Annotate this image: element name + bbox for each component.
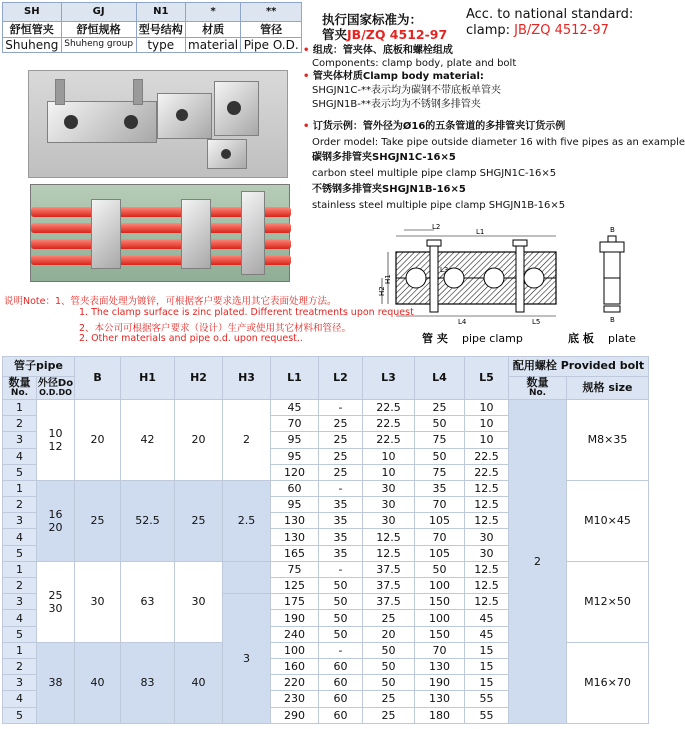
code-en: type xyxy=(136,38,185,53)
cell-l1: 100 xyxy=(271,642,319,658)
cell-l4: 190 xyxy=(415,675,465,691)
cell-l1: 190 xyxy=(271,610,319,626)
cell-l5: 45 xyxy=(465,610,509,626)
cell-l4: 150 xyxy=(415,626,465,642)
cell-l4: 70 xyxy=(415,497,465,513)
cell-l5: 12.5 xyxy=(465,561,509,577)
cell-l5: 10 xyxy=(465,416,509,432)
clamp-product-photo xyxy=(28,70,288,178)
dimension-table xyxy=(2,356,649,724)
cell-qty: 1 xyxy=(3,399,37,415)
cell-bolt-size: M10×45 xyxy=(567,480,649,561)
cell-l1: 130 xyxy=(271,513,319,529)
cell-l3: 50 xyxy=(363,658,415,674)
code-zh: 舒恒规格 xyxy=(61,22,136,38)
cell-l1: 75 xyxy=(271,561,319,577)
clamp-drawing xyxy=(378,222,650,348)
cell-qty: 1 xyxy=(3,561,37,577)
cell-l4: 180 xyxy=(415,707,465,723)
code-header: SH xyxy=(3,3,62,22)
material-zh: • 管夹体材质Clamp body material: xyxy=(303,71,484,82)
cell-qty: 4 xyxy=(3,448,37,464)
stainless-en: stainless steel multiple pipe clamp SHGJN1B-16×5 xyxy=(312,200,566,211)
cell-l3: 22.5 xyxy=(363,399,415,415)
cell-l5: 15 xyxy=(465,642,509,658)
cell-l5: 30 xyxy=(465,529,509,545)
cell-l3: 25 xyxy=(363,707,415,723)
pipe-clamp-en: pipe clamp xyxy=(462,332,523,345)
cell-l4: 50 xyxy=(415,561,465,577)
cell-l4: 150 xyxy=(415,594,465,610)
cell-l5: 12.5 xyxy=(465,594,509,610)
standard-en-code: JB/ZQ 4512-97 xyxy=(514,23,609,38)
cell-b: 40 xyxy=(75,642,121,723)
header-bolt-size: 规格 size xyxy=(567,377,649,400)
cell-l5: 22.5 xyxy=(465,448,509,464)
cell-l1: 240 xyxy=(271,626,319,642)
cell-l2: - xyxy=(319,561,363,577)
cell-l1: 120 xyxy=(271,464,319,480)
code-zh: 材质 xyxy=(185,22,241,38)
dim-b-top: B xyxy=(610,226,615,234)
cell-l2: 50 xyxy=(319,594,363,610)
cell-l2: 60 xyxy=(319,658,363,674)
cell-h3: 3 xyxy=(223,594,271,724)
code-en: Shuheng xyxy=(3,38,62,53)
cell-l2: 60 xyxy=(319,691,363,707)
cell-h1: 83 xyxy=(121,642,175,723)
cell-l5: 15 xyxy=(465,675,509,691)
code-table xyxy=(2,2,302,53)
cell-l5: 22.5 xyxy=(465,464,509,480)
cell-qty: 3 xyxy=(3,432,37,448)
cell-l2: 25 xyxy=(319,464,363,480)
code-en: Shuheng group xyxy=(61,38,136,53)
code-en: Pipe O.D. xyxy=(241,38,302,53)
cell-bolt-size: M16×70 xyxy=(567,642,649,723)
cell-l2: - xyxy=(319,399,363,415)
cell-l2: 50 xyxy=(319,626,363,642)
cell-l1: 45 xyxy=(271,399,319,415)
cell-qty: 2 xyxy=(3,658,37,674)
cell-l2: 35 xyxy=(319,497,363,513)
cell-l1: 60 xyxy=(271,480,319,496)
cell-b: 30 xyxy=(75,561,121,642)
cell-qty: 2 xyxy=(3,497,37,513)
cell-l1: 290 xyxy=(271,707,319,723)
code-zh: 管径 xyxy=(241,22,302,38)
code-zh: 舒恒管夹 xyxy=(3,22,62,38)
cell-h1: 63 xyxy=(121,561,175,642)
cell-l3: 37.5 xyxy=(363,578,415,594)
cell-l4: 105 xyxy=(415,513,465,529)
cell-l3: 25 xyxy=(363,691,415,707)
dim-h2: H2 xyxy=(378,286,386,296)
cell-l4: 50 xyxy=(415,416,465,432)
cell-l3: 30 xyxy=(363,480,415,496)
cell-h1: 52.5 xyxy=(121,480,175,561)
cell-b: 25 xyxy=(75,480,121,561)
cell-qty: 3 xyxy=(3,513,37,529)
cell-l2: 25 xyxy=(319,416,363,432)
plate-en: plate xyxy=(608,332,636,345)
header-bolt-qty: 数量 No. xyxy=(509,377,567,400)
carbon-zh: 碳钢多排管夹SHGJN1C-16×5 xyxy=(312,152,456,163)
cell-l4: 25 xyxy=(415,399,465,415)
cell-l5: 30 xyxy=(465,545,509,561)
cell-l3: 10 xyxy=(363,464,415,480)
cell-qty: 3 xyxy=(3,675,37,691)
cell-l2: 35 xyxy=(319,545,363,561)
cell-h2: 30 xyxy=(175,561,223,642)
cell-l4: 75 xyxy=(415,464,465,480)
standard-en-line2 xyxy=(466,23,609,38)
cell-l1: 230 xyxy=(271,691,319,707)
note-line-4: 2. Other materials and pipe o.d. upon request.. xyxy=(79,333,303,344)
cell-od: 16 20 xyxy=(37,480,75,561)
header-h3: H3 xyxy=(223,357,271,400)
header-qty: 数量 No. xyxy=(3,377,37,400)
header-od: 外径Do O.D.DO xyxy=(37,377,75,400)
header-b: B xyxy=(75,357,121,400)
cell-od: 10 12 xyxy=(37,399,75,480)
cell-l5: 45 xyxy=(465,626,509,642)
cell-l1: 70 xyxy=(271,416,319,432)
plate-zh: 底 板 xyxy=(568,332,594,345)
standard-zh-title: 执行国家标准为： xyxy=(322,12,423,27)
cell-l1: 160 xyxy=(271,658,319,674)
cell-l4: 70 xyxy=(415,642,465,658)
cell-l4: 75 xyxy=(415,432,465,448)
dim-h1: H1 xyxy=(384,274,392,284)
cell-qty: 3 xyxy=(3,594,37,610)
cell-h2: 25 xyxy=(175,480,223,561)
cell-l5: 12.5 xyxy=(465,578,509,594)
dim-l4: L4 xyxy=(458,318,467,326)
cell-h3: 2 xyxy=(223,399,271,480)
code-zh: 型号结构 xyxy=(136,22,185,38)
carbon-en: carbon steel multiple pipe clamp SHGJN1C-16×5 xyxy=(312,168,557,179)
cell-l3: 50 xyxy=(363,675,415,691)
cell-l1: 220 xyxy=(271,675,319,691)
cell-l2: 60 xyxy=(319,675,363,691)
cell-l2: 35 xyxy=(319,529,363,545)
cell-l5: 10 xyxy=(465,432,509,448)
cell-l5: 12.5 xyxy=(465,497,509,513)
stainless-zh: 不锈钢多排管夹SHGJN1B-16×5 xyxy=(312,184,466,195)
header-l5: L5 xyxy=(465,357,509,400)
cell-bolt-qty: 2 xyxy=(509,399,567,723)
cell-l5: 12.5 xyxy=(465,513,509,529)
cell-l4: 100 xyxy=(415,578,465,594)
cell-l3: 12.5 xyxy=(363,529,415,545)
cell-qty: 4 xyxy=(3,529,37,545)
cell-l4: 70 xyxy=(415,529,465,545)
cell-l4: 100 xyxy=(415,610,465,626)
cell-l2: 35 xyxy=(319,513,363,529)
cell-qty: 4 xyxy=(3,610,37,626)
composition-en: Components: clamp body, plate and bolt xyxy=(312,58,517,69)
cell-l3: 10 xyxy=(363,448,415,464)
code-header: * xyxy=(185,3,241,22)
header-l4: L4 xyxy=(415,357,465,400)
cell-l1: 95 xyxy=(271,448,319,464)
cell-l2: 25 xyxy=(319,432,363,448)
cell-l1: 165 xyxy=(271,545,319,561)
code-header: ** xyxy=(241,3,302,22)
cell-l4: 105 xyxy=(415,545,465,561)
note-line-2: 1. The clamp surface is zinc plated. Different treatments upon request xyxy=(79,307,414,318)
cell-l3: 30 xyxy=(363,513,415,529)
cell-l2: 50 xyxy=(319,610,363,626)
cell-qty: 2 xyxy=(3,416,37,432)
cell-b: 20 xyxy=(75,399,121,480)
cell-l5: 10 xyxy=(465,399,509,415)
cell-l4: 50 xyxy=(415,448,465,464)
pipe-clamp-zh: 管 夹 xyxy=(422,332,448,345)
code-header: GJ xyxy=(61,3,136,22)
cell-l2: 25 xyxy=(319,448,363,464)
material-c: SHGJN1C-**表示均为碳钢不带底板单管夹 xyxy=(312,85,501,96)
standard-en-prefix: clamp: xyxy=(466,23,511,38)
cell-l1: 125 xyxy=(271,578,319,594)
cell-l5: 55 xyxy=(465,707,509,723)
dim-l1: L1 xyxy=(476,228,485,236)
cell-od: 25 30 xyxy=(37,561,75,642)
cell-l3: 50 xyxy=(363,642,415,658)
header-pipe: 管子pipe xyxy=(3,357,75,377)
header-bolt: 配用螺栓 Provided bolt xyxy=(509,357,649,377)
dim-b-bottom: B xyxy=(610,316,615,324)
cell-qty: 5 xyxy=(3,464,37,480)
code-en: material xyxy=(185,38,241,53)
cell-qty: 5 xyxy=(3,545,37,561)
cell-l2: 50 xyxy=(319,578,363,594)
cell-l3: 30 xyxy=(363,497,415,513)
header-l1: L1 xyxy=(271,357,319,400)
cell-l5: 55 xyxy=(465,691,509,707)
cell-l3: 22.5 xyxy=(363,416,415,432)
cell-qty: 5 xyxy=(3,626,37,642)
cell-l3: 37.5 xyxy=(363,561,415,577)
dim-l2: L2 xyxy=(432,223,441,231)
header-h1: H1 xyxy=(121,357,175,400)
standard-zh-code xyxy=(322,25,447,43)
standard-en-line1: Acc. to national standard: xyxy=(466,7,634,22)
cell-h3: 2.5 xyxy=(223,480,271,561)
cell-h1: 42 xyxy=(121,399,175,480)
cell-l3: 37.5 xyxy=(363,594,415,610)
cell-l4: 130 xyxy=(415,691,465,707)
cell-qty: 1 xyxy=(3,642,37,658)
cell-l2: - xyxy=(319,642,363,658)
cell-h2: 40 xyxy=(175,642,223,723)
cell-l4: 35 xyxy=(415,480,465,496)
installation-photo xyxy=(30,184,290,282)
header-l3: L3 xyxy=(363,357,415,400)
cell-qty: 4 xyxy=(3,691,37,707)
order-zh: • 订货示例：管外径为Ø16的五条管道的多排管夹订货示例 xyxy=(303,121,566,132)
cell-od: 38 xyxy=(37,642,75,723)
note-line-1: 说明Note：1、管夹表面处理为镀锌，可根据客户要求选用其它表面处理方法。 xyxy=(4,296,337,307)
standard-zh-prefix: 管夹 xyxy=(322,27,348,42)
header-h2: H2 xyxy=(175,357,223,400)
cell-l1: 175 xyxy=(271,594,319,610)
cell-l3: 25 xyxy=(363,610,415,626)
cell-bolt-size: M8×35 xyxy=(567,399,649,480)
composition-zh: • 组成：管夹体、底板和螺栓组成 xyxy=(303,45,453,56)
cell-l3: 20 xyxy=(363,626,415,642)
cell-h2: 20 xyxy=(175,399,223,480)
cell-l2: 60 xyxy=(319,707,363,723)
note-line-3: 2、本公司可根据客户要求（设计）生产或使用其它材料和管径。 xyxy=(79,323,352,334)
order-en: Order model: Take pipe outside diameter 16 with five pipes as an example xyxy=(312,137,685,148)
cell-qty: 1 xyxy=(3,480,37,496)
cell-l1: 95 xyxy=(271,497,319,513)
cell-qty: 5 xyxy=(3,707,37,723)
cell-l4: 130 xyxy=(415,658,465,674)
cell-l3: 22.5 xyxy=(363,432,415,448)
standard-code: JB/ZQ 4512-97 xyxy=(347,27,448,42)
cell-qty: 2 xyxy=(3,578,37,594)
header-l2: L2 xyxy=(319,357,363,400)
material-b: SHGJN1B-**表示均为不锈钢多排管夹 xyxy=(312,99,481,110)
cell-h3 xyxy=(223,561,271,593)
dim-l3: L3 xyxy=(440,266,449,274)
code-header: N1 xyxy=(136,3,185,22)
cell-l5: 12.5 xyxy=(465,480,509,496)
cell-l2: - xyxy=(319,480,363,496)
dim-l5: L5 xyxy=(532,318,541,326)
cell-l1: 95 xyxy=(271,432,319,448)
cell-l3: 12.5 xyxy=(363,545,415,561)
cell-l1: 130 xyxy=(271,529,319,545)
cell-l5: 15 xyxy=(465,658,509,674)
table-row xyxy=(3,399,649,415)
cell-bolt-size: M12×50 xyxy=(567,561,649,642)
